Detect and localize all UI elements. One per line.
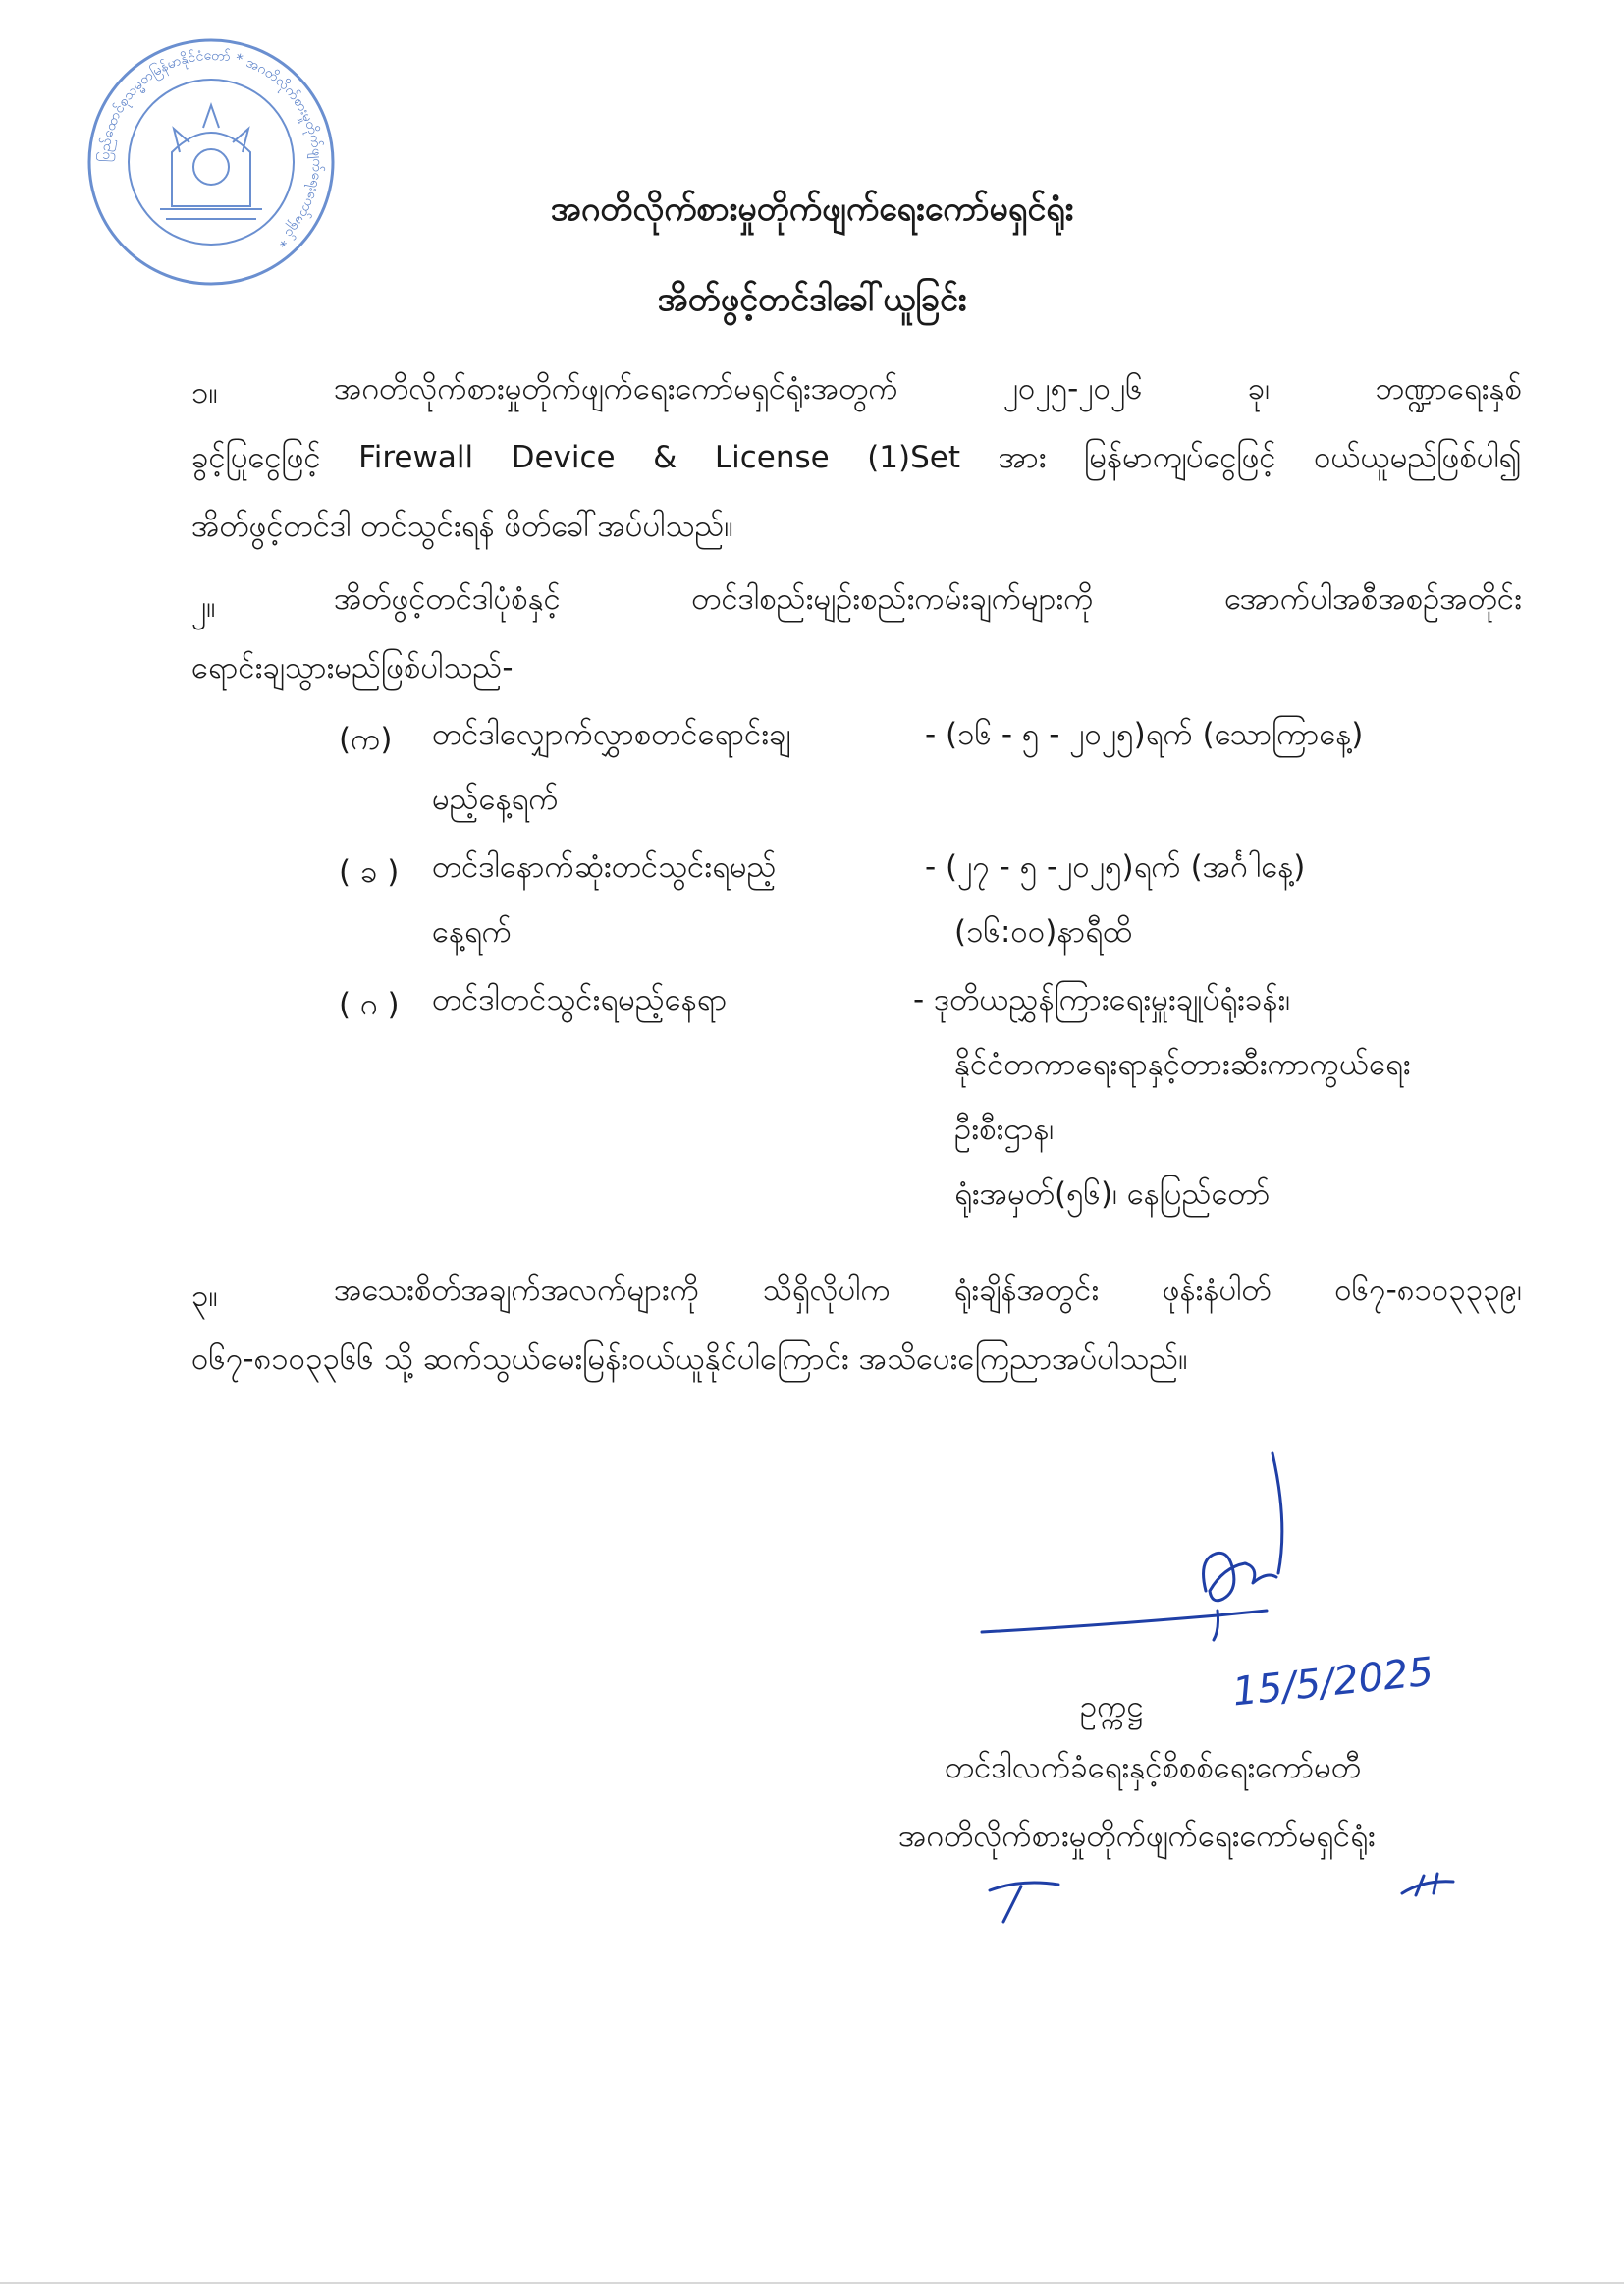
schedule-item-ga-value-line4: ရုံးအမှတ်(၅၆)၊ နေပြည်တော် <box>954 1176 1271 1212</box>
schedule-item-kha-line1: တင်ဒါနောက်ဆုံးတင်သွင်းရမည့် <box>432 849 777 885</box>
schedule-item-ga-value <box>913 967 1411 1227</box>
schedule-item-ga-value-line1: - ဒုတိယညွှန်ကြားရေးမှူးချုပ်ရုံးခန်း၊ <box>913 982 1291 1017</box>
initial-mark-left <box>982 1871 1070 1930</box>
schedule-item-ka-line1: တင်ဒါလျှောက်လွှာစတင်ရောင်းချ <box>432 717 791 752</box>
para1-line1: အဂတိလိုက်စားမှုတိုက်ဖျက်ရေးကော်မရှင်ရုံးအတွက် ၂၀၂၅-၂၀၂၆ ခု၊ ဘဏ္ဍာရေးနှစ် <box>334 371 1522 407</box>
para3-number: ၃။ <box>191 1279 218 1314</box>
para3-line1: အသေးစိတ်အချက်အလက်များကို သိရှိလိုပါက ရုံးချိန်အတွင်း ဖုန်းနံပါတ် ၀၆၇-၈၁၀၃၃၃၉၊ <box>334 1273 1522 1308</box>
schedule-item-kha-value-line1: - (၂၇ - ၅ -၂၀၂၅)ရက် (အင်္ဂါနေ့) <box>925 849 1306 885</box>
para1-line2: ခွင့်ပြုငွေဖြင့် Firewall Device & License (1)Set အား မြန်မာကျပ်ငွေဖြင့် ဝယ်ယူမည်ဖြစ်ပါ၍ <box>191 440 1522 475</box>
schedule-label-ka: (က) <box>339 722 393 757</box>
schedule-item-kha-text <box>432 835 903 964</box>
seal-text: ပြည်ထောင်စုသမ္မတမြန်မာနိုင်ငံတော် * အဂတိလိုက်စားမှုတိုက်ဖျက်ရေးကော်မရှင် * <box>96 47 326 250</box>
para2-line2: ရောင်းချသွားမည်ဖြစ်ပါသည်- <box>191 650 514 685</box>
committee-title: တင်ဒါလက်ခံရေးနှင့်စိစစ်ရေးကော်မတီ <box>945 1750 1362 1785</box>
office-name: အဂတိလိုက်စားမှုတိုက်ဖျက်ရေးကော်မရှင်ရုံး <box>898 1819 1376 1854</box>
schedule-item-ka-text <box>432 702 903 832</box>
schedule-item-ka-value: - (၁၆ - ၅ - ၂၀၂၅)ရက် (သောကြာနေ့) <box>925 717 1364 752</box>
schedule-label-kha: ( ခ ) <box>339 854 400 890</box>
handwritten-date: 15/5/2025 <box>1230 1649 1435 1716</box>
para1-line3: အိတ်ဖွင့်တင်ဒါ တင်သွင်းရန် ဖိတ်ခေါ်အပ်ပါသည်။ <box>191 509 733 544</box>
schedule-item-ga-text: တင်ဒါတင်သွင်းရမည့်နေရာ <box>432 982 728 1017</box>
schedule-label-ga: ( ဂ ) <box>339 987 400 1022</box>
commission-seal <box>83 34 339 290</box>
schedule-item-kha-value <box>925 835 1305 964</box>
schedule-item-kha-line2: နေ့ရက် <box>432 914 513 950</box>
org-heading: အဂတိလိုက်စားမှုတိုက်ဖျက်ရေးကော်မရှင်ရုံး <box>550 190 1074 229</box>
schedule-item-ga-value-line2: နိုင်ငံတကာရေးရာနှင့်တားဆီးကာကွယ်ရေး <box>954 1047 1411 1082</box>
schedule-item-kha-value-line2: (၁၆:၀၀)နာရီထိ <box>954 914 1132 950</box>
page-edge-line <box>0 2282 1624 2284</box>
chairman-label: ဥက္ကဋ္ဌ <box>1080 1689 1144 1724</box>
para3-line2: ၀၆၇-၈၁၀၃၃၆၆ သို့ ဆက်သွယ်မေးမြန်းဝယ်ယူနိုင်ပါကြောင်း အသိပေးကြေညာအပ်ပါသည်။ <box>191 1341 1188 1377</box>
para2-number: ၂။ <box>191 589 216 625</box>
schedule-item-ka-line2: မည့်နေ့ရက် <box>432 782 559 817</box>
para2-line1: အိတ်ဖွင့်တင်ဒါပုံစံနှင့် တင်ဒါစည်းမျဉ်းစည်းကမ်းချက်များကို အောက်ပါအစီအစဉ်အတိုင်း <box>334 581 1522 617</box>
para1-number: ၁။ <box>191 375 218 410</box>
subject-heading: အိတ်ဖွင့်တင်ဒါခေါ်ယူခြင်း <box>657 280 967 319</box>
schedule-item-ga-value-line3: ဦးစီးဌာန၊ <box>954 1112 1055 1147</box>
initial-mark-right <box>1394 1866 1473 1905</box>
handwritten-signature <box>972 1444 1345 1660</box>
